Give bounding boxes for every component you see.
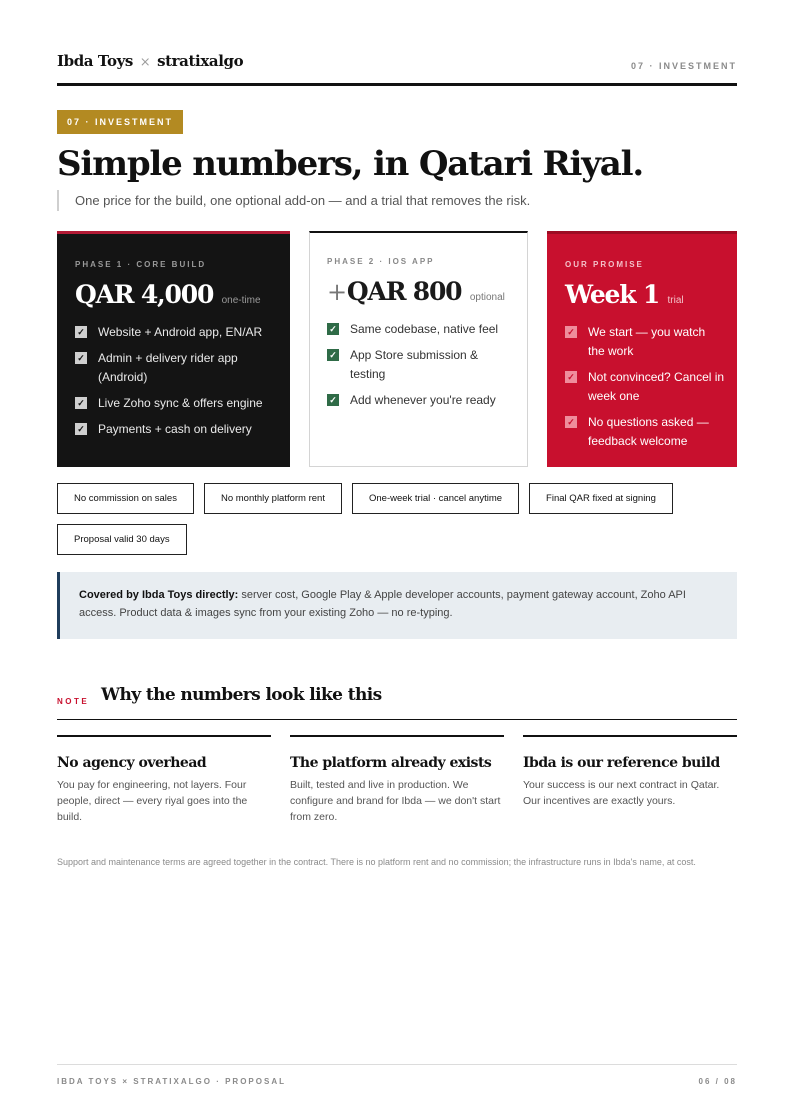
check-icon: ✓ bbox=[75, 397, 87, 409]
list-item-text: Admin + delivery rider app (Android) bbox=[98, 351, 238, 384]
check-icon: ✓ bbox=[565, 326, 577, 338]
reason-text: You pay for engineering, not layers. Four people, direct — every riyal goes into the build. bbox=[57, 779, 248, 823]
check-icon: ✓ bbox=[327, 323, 339, 335]
list-item-text: Payments + cash on delivery bbox=[98, 422, 252, 436]
list-item bbox=[75, 323, 278, 342]
list-item bbox=[327, 346, 515, 384]
list-item-text: We start — you watch the work bbox=[588, 325, 706, 358]
card-price bbox=[75, 280, 261, 309]
pricing-card-ios-app bbox=[309, 231, 528, 467]
list-item bbox=[565, 368, 725, 406]
reason-title: No agency overhead bbox=[57, 755, 207, 771]
note-title: Why the numbers look like this bbox=[101, 685, 382, 705]
card-label: PHASE 2 · IOS APP bbox=[327, 257, 435, 266]
list-item bbox=[565, 413, 725, 451]
chip-validity: Proposal valid 30 days bbox=[57, 524, 187, 555]
check-icon: ✓ bbox=[75, 423, 87, 435]
note-heading bbox=[57, 684, 737, 720]
list-item bbox=[327, 320, 515, 339]
chip-no-commission: No commission on sales bbox=[57, 483, 194, 514]
price-note: one-time bbox=[221, 295, 261, 306]
feature-list bbox=[75, 323, 278, 446]
covered-note bbox=[57, 572, 737, 639]
chip-no-rent: No monthly platform rent bbox=[204, 483, 342, 514]
list-item bbox=[327, 391, 515, 410]
list-item-text: Website + Android app, EN/AR bbox=[98, 325, 263, 339]
reason-title: The platform already exists bbox=[290, 755, 492, 771]
price-value: QAR 800 bbox=[346, 277, 462, 306]
page-header bbox=[57, 50, 737, 86]
card-label: PHASE 1 · CORE BUILD bbox=[75, 260, 207, 269]
check-icon: ✓ bbox=[75, 326, 87, 338]
list-item-text: Not convinced? Cancel in week one bbox=[588, 370, 725, 403]
note-label: NOTE bbox=[57, 697, 90, 706]
brand-client: Ibda Toys bbox=[57, 52, 133, 70]
list-item bbox=[75, 394, 278, 413]
card-price bbox=[565, 280, 684, 309]
feature-list bbox=[327, 320, 515, 417]
check-icon: ✓ bbox=[565, 371, 577, 383]
list-item-text: App Store submission & testing bbox=[350, 348, 479, 381]
chip-trial: One-week trial · cancel anytime bbox=[352, 483, 519, 514]
covered-text: server cost, Google Play & Apple developer accounts, payment gateway account, Zoho API access. Product data & images sync from your existing Zoho — no re-typing. bbox=[79, 589, 686, 619]
reason-text: Your success is our next contract in Qatar. Our incentives are exactly yours. bbox=[523, 779, 720, 807]
page-number: 06 / 08 bbox=[698, 1077, 737, 1086]
list-item bbox=[565, 323, 725, 361]
footer-label: IBDA TOYS × STRATIXALGO · PROPOSAL bbox=[57, 1077, 286, 1086]
brand-separator: × bbox=[139, 55, 151, 70]
brand-lockup bbox=[57, 52, 243, 70]
list-item-text: Live Zoho sync & offers engine bbox=[98, 396, 263, 410]
price-note: trial bbox=[667, 295, 684, 306]
price-amount bbox=[327, 277, 461, 306]
price-amount: Week 1 bbox=[565, 280, 660, 309]
terms-chips bbox=[57, 483, 737, 555]
list-item-text: Add whenever you're ready bbox=[350, 393, 496, 407]
check-icon: ✓ bbox=[565, 416, 577, 428]
section-tag: 07 · INVESTMENT bbox=[57, 110, 183, 134]
price-amount: QAR 4,000 bbox=[75, 280, 214, 309]
check-icon: ✓ bbox=[327, 349, 339, 361]
card-price bbox=[327, 277, 505, 306]
page-title: Simple numbers, in Qatari Riyal. bbox=[57, 144, 643, 184]
list-item bbox=[75, 349, 278, 387]
list-item bbox=[75, 420, 278, 439]
price-prefix: + bbox=[327, 278, 346, 306]
footnote: Support and maintenance terms are agreed together in the contract. There is no platform rent and no commission; the infrastructure runs in Ibda's name, at cost. bbox=[57, 857, 696, 867]
check-icon: ✓ bbox=[75, 352, 87, 364]
covered-lead: Covered by Ibda Toys directly: bbox=[79, 589, 239, 601]
brand-agency: stratixalgo bbox=[157, 52, 244, 70]
header-section-label: 07 · INVESTMENT bbox=[630, 61, 737, 71]
reason-column bbox=[57, 735, 271, 825]
chip-fixed-price: Final QAR fixed at signing bbox=[529, 483, 673, 514]
promise-card bbox=[547, 231, 737, 467]
check-icon: ✓ bbox=[327, 394, 339, 406]
reason-title: Ibda is our reference build bbox=[523, 755, 720, 771]
list-item-text: Same codebase, native feel bbox=[350, 322, 499, 336]
reason-column bbox=[523, 735, 737, 809]
pricing-card-core-build bbox=[57, 231, 290, 467]
list-item-text: No questions asked — feedback welcome bbox=[588, 415, 709, 448]
reason-column bbox=[290, 735, 504, 825]
feature-list bbox=[565, 323, 725, 458]
card-label: OUR PROMISE bbox=[565, 260, 644, 269]
price-note: optional bbox=[469, 292, 505, 303]
page-subtitle: One price for the build, one optional add-on — and a trial that removes the risk. bbox=[57, 190, 530, 211]
page-footer bbox=[57, 1064, 737, 1094]
reason-text: Built, tested and live in production. We configure and brand for Ibda — we don't start from zero. bbox=[290, 779, 501, 823]
